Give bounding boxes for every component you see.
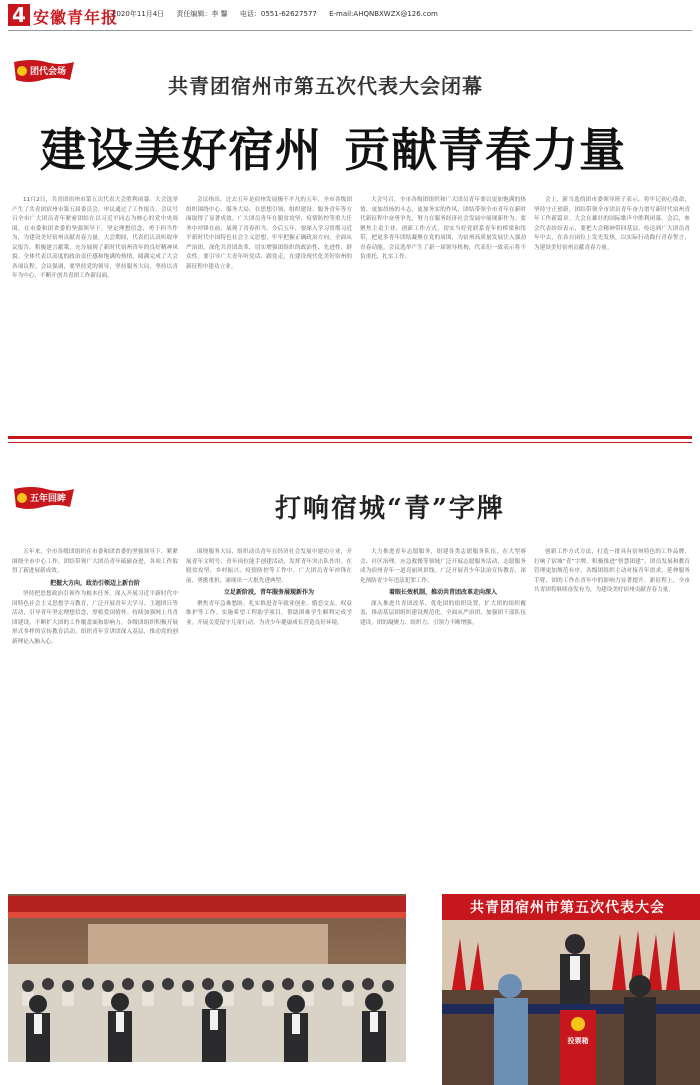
article2-subheading: 立足新阶段，青年服务展现新作为: [223, 589, 314, 596]
article2-column-4: 创新工作方式方法，打造一批具有宿州特色的工作品牌，打响了宿城“青”字牌。积极推进“智慧团建”，团员发展和教育管理更加规范有序。各级团组织主动对接青年需求，延伸服务手臂，团的工作在青年中的影响力显著提升。新征程上，全市共青团将继续奋发有为，为建设美好宿州贡献青春力量。: [534, 549, 690, 593]
article2-column-2: 围绕服务大局，组织动员青年在经济社会发展中建功立业，开展青年文明号、青年岗位能手创建活动，发挥青年突击队作用。在脱贫攻坚、乡村振兴、疫情防控等工作中，广大团员青年冲锋在前、勇挑重担，涌现出一大批先进典型。 立足新阶段，青年服务展现新作为 聚焦青年急难愁盼，扎实推进青年就业创业、婚恋交友、权益维护等工作。实施希望工程助学项目，帮助困难学生顺利完成学业。开展关爱留守儿童行动，为青少年健康成长营造良好环境。: [186, 549, 352, 626]
article-column-4: 会上，新当选的团市委领导班子表示，将牢记初心使命，坚持守正创新，团结带领全市团员青年奋力谱写新时代宿州青年工作新篇章。大会在雄壮的国际歌声中胜利闭幕。会后，参会代表纷纷表示，要把大会精神带回基层，传达到广大团员青年中去，在各自岗位上发光发热，以实际行动践行青春誓言，为建设美好宿州贡献青春力量。: [534, 197, 690, 251]
ballot-box-label: 投票箱: [567, 1037, 589, 1045]
article2-subheading: 把握大方向，政治引领迈上新台阶: [49, 579, 140, 587]
photo-voting: [442, 894, 700, 1085]
section-badge-label: 五年回眸: [30, 494, 67, 504]
banner-text: 共青团宿州市第五次代表大会: [470, 900, 665, 916]
section-badge-label: 团代会场: [30, 67, 67, 77]
article-column-1: 11月2日，共青团宿州市第五次代表大会胜利闭幕。大会选举产生了共青团宿州市第五届委员会，审议通过了工作报告。会议号召全市广大团员青年紧密团结在以习近平同志为核心的党中央周围，在市委和团省委的坚强领导下，坚定理想信念，勇于担当作为，为建设美好宿州贡献青春力量。大会期间，代表们认真听取审议报告，积极建言献策，充分展现了新时代宿州青年的良好精神风貌。全体代表以高度的政治责任感和饱满的热情，圆满完成了大会各项议程。会议强调，要坚持党的领导，坚持服务大局，坚持以青年为中心，不断开创共青团工作新局面。: [12, 197, 178, 279]
editor-credit: 责任编辑：李 馨: [176, 10, 228, 18]
article-subheading: 共青团宿州市第五次代表大会闭幕: [168, 74, 483, 98]
article-column-2: 会议指出，过去五年是宿州发展极不平凡的五年，全市各级团组织围绕中心、服务大局，在思想引领、组织建设、服务青年等方面取得了显著成效。广大团员青年在脱贫攻坚、疫情防控等重大任务中冲锋在前，展现了青春担当。今后五年，要深入学习贯彻习近平新时代中国特色社会主义思想，牢牢把握正确政治方向，全面从严治团，深化共青团改革，切实增强团组织的政治性、先进性、群众性。要引导广大青年听党话、跟党走，在建设现代化美好宿州的新征程中建功立业。: [186, 197, 352, 270]
email: E-mail:AHQNBXWZX@126.com: [329, 10, 438, 18]
delegates-photo-image: [8, 894, 406, 1062]
masthead-meta: [112, 9, 448, 19]
article-title: 打响宿城“青”字牌: [275, 494, 505, 524]
section-badge-congress: [12, 58, 74, 84]
newspaper-name: 安徽青年报: [33, 8, 119, 27]
article-headline: [40, 114, 626, 180]
masthead: [0, 0, 700, 32]
article2-column-3: 大力推进青年志愿服务，组建各类志愿服务队伍，在大型赛会、社区治理、应急救援等领域广泛开展志愿服务活动，志愿服务成为宿州青年一道亮丽风景线。广泛开展青少年法治宣传教育，深化预防青少年违法犯罪工作。 着眼长效机制，推动共青团改革走向深入 深入推进共青团改革，优化团的组织设置，扩大团的组织覆盖，推动基层团组织建设规范化。全面从严治团，加强团干部队伍建设，团的凝聚力、组织力、引领力不断增强。: [360, 549, 526, 626]
section-divider-thin: [8, 442, 692, 443]
section-badge-review: [12, 485, 74, 511]
page-number: 4: [8, 4, 30, 26]
phone: 电话：0551-62627577: [239, 10, 317, 18]
issue-date: 2020年11月4日: [112, 10, 165, 18]
masthead-rule: [8, 30, 692, 31]
headline-part-1: 建设美好宿州: [40, 123, 322, 177]
voting-photo-image: [442, 894, 700, 1085]
section-divider: [8, 436, 692, 439]
article2-subheading: 着眼长效机制，推动共青团改革走向深入: [388, 589, 497, 596]
photo-delegates: [8, 894, 406, 1062]
article-column-3: 大会号召，全市各级团组织和广大团员青年要以更加饱满的热情、更加昂扬的斗志、更加务实的作风，团结带领全市青年在新时代新征程中奋勇争先，努力在服务经济社会发展中展现新作为。要聚焦主责主业，创新工作方式，切实当好党联系青年的桥梁和纽带，把更多青年团结凝聚在党的周围，为宿州高质量发展注入强劲青春动能。会议选举产生了新一届领导机构，代表们一致表示将不负重托，扎实工作。: [360, 197, 526, 260]
headline-part-2: 贡献青春力量: [344, 123, 626, 177]
article2-column-1: 五年来，全市各级团组织在市委和团省委的坚强领导下，紧紧围绕全市中心工作，团结带领广大团员青年砥砺奋进，各项工作取得了新进展新成效。 把握大方向，政治引领迈上新台阶 坚持把思想政治引领作为根本任务，深入开展习近平新时代中国特色社会主义思想学习教育，广泛开展青年大学习、主题团日等活动，引导青年坚定理想信念，厚植爱国情怀。持续加强网上共青团建设，不断扩大团的工作覆盖面和影响力。各级团组织积极开展形式多样的宣传教育活动，组织青年宣讲团深入基层，推动党的创新理论入脑入心。: [12, 549, 178, 645]
